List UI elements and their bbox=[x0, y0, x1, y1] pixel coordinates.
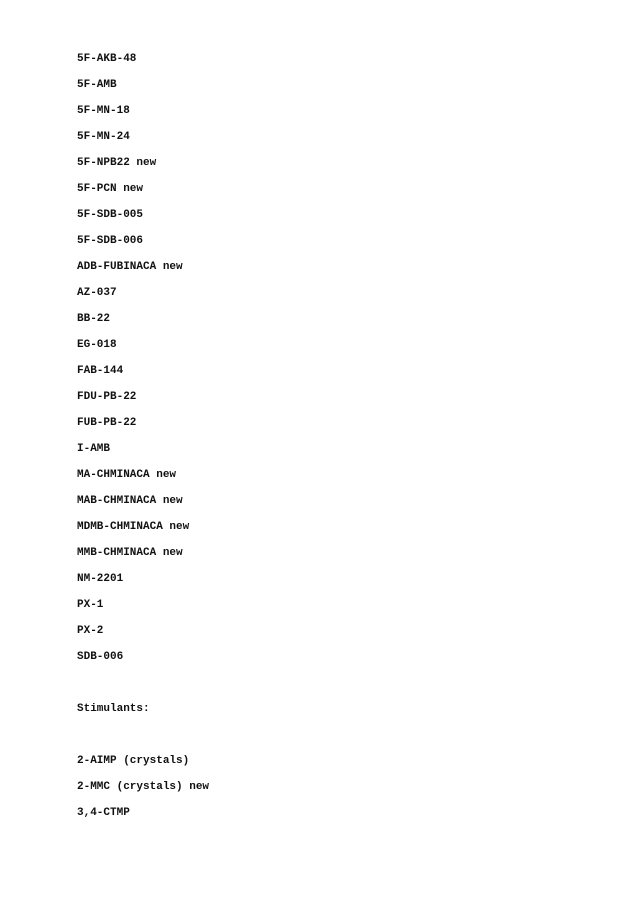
list-item: PX-1 bbox=[77, 599, 104, 611]
list-item: FAB-144 bbox=[77, 365, 124, 377]
list-item: SDB-006 bbox=[77, 651, 124, 663]
document-content bbox=[77, 52, 618, 832]
list-item: PX-2 bbox=[77, 625, 104, 637]
list-item: 5F-MN-24 bbox=[77, 131, 130, 143]
list-item: 5F-NPB22 new bbox=[77, 157, 157, 169]
list-item: 2-AIMP (crystals) bbox=[77, 755, 190, 767]
list-item: EG-018 bbox=[77, 339, 117, 351]
list-item: MMB-CHMINACA new bbox=[77, 547, 183, 559]
section-heading-stimulants: Stimulants: bbox=[77, 703, 150, 715]
list-item: 3,4-CTMP bbox=[77, 807, 130, 819]
list-item: 5F-PCN new bbox=[77, 183, 144, 195]
list-item: MA-CHMINACA new bbox=[77, 469, 177, 481]
list-item: FUB-PB-22 bbox=[77, 417, 137, 429]
list-item: FDU-PB-22 bbox=[77, 391, 137, 403]
blank-line bbox=[77, 676, 618, 702]
list-item: 5F-SDB-005 bbox=[77, 209, 144, 221]
list-item: AZ-037 bbox=[77, 287, 117, 299]
list-item: 5F-AMB bbox=[77, 79, 117, 91]
list-item: MDMB-CHMINACA new bbox=[77, 521, 190, 533]
list-item: 5F-AKB-48 bbox=[77, 53, 137, 65]
blank-line bbox=[77, 728, 618, 754]
list-item: NM-2201 bbox=[77, 573, 124, 585]
list-item: MAB-CHMINACA new bbox=[77, 495, 183, 507]
list-item: BB-22 bbox=[77, 313, 111, 325]
list-item: 5F-MN-18 bbox=[77, 105, 130, 117]
list-item: ADB-FUBINACA new bbox=[77, 261, 183, 273]
list-item: 2-MMC (crystals) new bbox=[77, 781, 210, 793]
list-item: 5F-SDB-006 bbox=[77, 235, 144, 247]
list-item: I-AMB bbox=[77, 443, 111, 455]
